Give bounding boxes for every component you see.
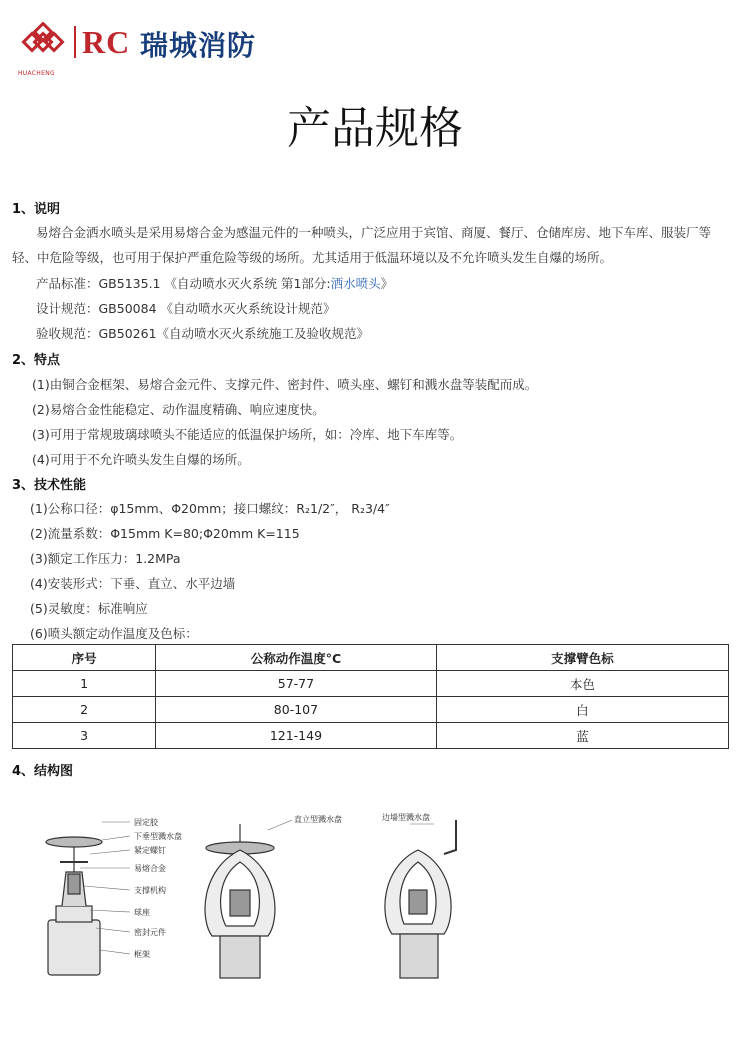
table-row xyxy=(13,671,729,697)
acceptance-standard: 验收规范：GB50261《自动喷水灭火系统施工及验收规范》 xyxy=(36,326,370,341)
spec-item: (5)灵敏度：标准响应 xyxy=(30,601,148,616)
brand-rc: RC xyxy=(82,24,131,60)
label-ball-seat: 球座 xyxy=(134,908,150,917)
label-support-mechanism: 支撑机构 xyxy=(134,886,166,895)
product-standard xyxy=(36,274,393,292)
section-1-heading: 1、说明 xyxy=(12,202,61,217)
spec-item: (4)安装形式：下垂、直立、水平边墙 xyxy=(30,576,236,591)
label-set-screw: 紧定螺钉 xyxy=(134,846,166,855)
temperature-color-table xyxy=(12,644,729,749)
table-header: 序号 xyxy=(13,645,156,671)
label-pendent-deflector: 下垂型溅水盘 xyxy=(134,832,182,841)
table-header: 支撑臂色标 xyxy=(436,645,728,671)
structure-diagram xyxy=(30,810,490,1000)
label-frame: 框架 xyxy=(134,950,150,959)
section-1-para-line-2: 轻、中危险等级，也可用于保护严重危险等级的场所。尤其适用于低温环境以及不允许喷头发生自爆的场所。 xyxy=(12,250,613,265)
brand-header xyxy=(12,18,412,77)
brand-logo-icon xyxy=(20,22,66,68)
table-cell: 3 xyxy=(13,723,156,749)
feature-item: (1)由铜合金框架、易熔合金元件、支撑元件、密封件、喷头座、螺钉和溅水盘等装配而成。 xyxy=(32,377,538,392)
design-standard: 设计规范：GB50084 《自动喷水灭火系统设计规范》 xyxy=(36,301,336,316)
label-upright-deflector: 直立型溅水盘 xyxy=(294,815,342,824)
table-header: 公称动作温度°C xyxy=(156,645,436,671)
label-fixing-glue: 固定胶 xyxy=(134,818,158,827)
section-4-heading: 4、结构图 xyxy=(12,764,74,779)
table-cell: 57-77 xyxy=(156,671,436,697)
table-header-row xyxy=(13,645,729,671)
table-cell: 2 xyxy=(13,697,156,723)
sidewall-sprinkler-drawing xyxy=(385,820,456,978)
feature-item: (2)易熔合金性能稳定、动作温度精确、响应速度快。 xyxy=(32,402,325,417)
table-cell: 本色 xyxy=(436,671,728,697)
table-cell: 1 xyxy=(13,671,156,697)
label-sidewall-deflector: 边墙型溅水盘 xyxy=(382,813,430,822)
label-sealing-element: 密封元件 xyxy=(134,928,166,937)
pendent-sprinkler-drawing xyxy=(46,822,130,975)
table-cell: 121-149 xyxy=(156,723,436,749)
section-1-para-line-1: 易熔合金洒水喷头是采用易熔合金为感温元件的一种喷头，广泛应用于宾馆、商厦、餐厅、仓储库房、地下车库、服装厂等 xyxy=(36,225,712,240)
spec-item: (6)喷头额定动作温度及色标： xyxy=(30,626,198,641)
brand-mark-subtitle: HUACHENG xyxy=(18,70,55,77)
section-3-heading: 3、技术性能 xyxy=(12,478,87,493)
feature-item: (3)可用于常规玻璃球喷头不能适应的低温保护场所，如：冷库、地下车库等。 xyxy=(32,427,463,442)
table-row xyxy=(13,723,729,749)
brand-name: 瑞城消防 xyxy=(140,29,257,62)
table-cell: 80-107 xyxy=(156,697,436,723)
spec-item: (1)公称口径：φ15mm、Φ20mm；接口螺纹：R₂1/2″， R₂3/4″ xyxy=(30,501,390,516)
section-2-heading: 2、特点 xyxy=(12,353,61,368)
table-row xyxy=(13,697,729,723)
product-standard-suffix: 》 xyxy=(380,276,394,291)
product-standard-prefix: 产品标准：GB5135.1 《自动喷水灭火系统 第1部分: xyxy=(36,276,331,291)
spec-item: (3)额定工作压力：1.2MPa xyxy=(30,551,181,566)
upright-sprinkler-drawing xyxy=(205,820,292,978)
brand-divider xyxy=(74,26,76,58)
label-fusible-alloy: 易熔合金 xyxy=(134,864,166,873)
table-cell: 蓝 xyxy=(436,723,728,749)
spec-item: (2)流量系数：Φ15mm K=80;Φ20mm K=115 xyxy=(30,526,300,541)
sprinkler-link[interactable]: 洒水喷头 xyxy=(330,276,381,291)
feature-item: (4)可用于不允许喷头发生自爆的场所。 xyxy=(32,452,250,467)
table-cell: 白 xyxy=(436,697,728,723)
page-title: 产品规格 xyxy=(287,103,463,154)
